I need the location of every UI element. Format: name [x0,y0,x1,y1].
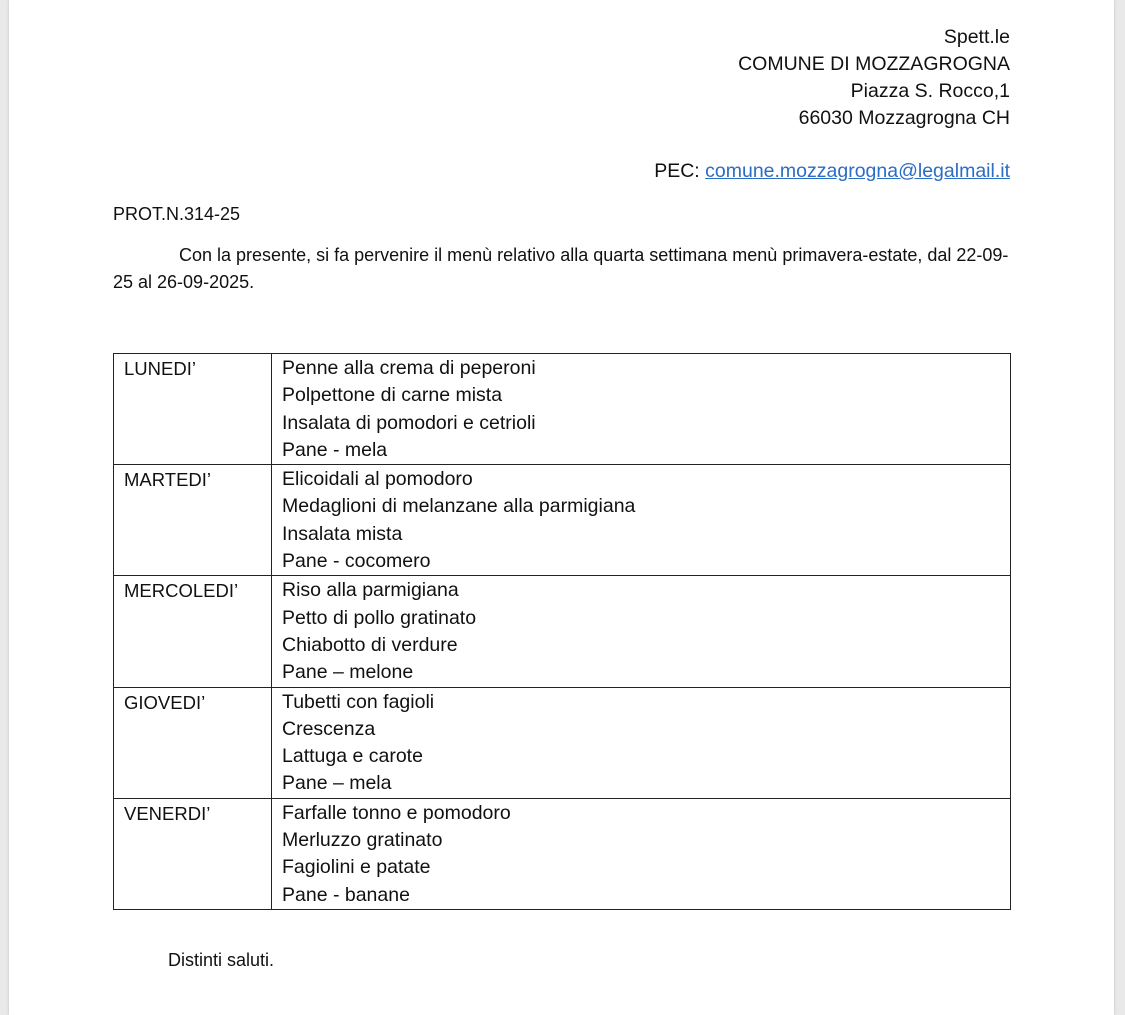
dish-item: Riso alla parmigiana [282,579,459,602]
dish-item: Tubetti con fagioli [282,690,435,713]
dish-item: Fagiolini e patate [282,856,431,879]
menu-table [113,353,1011,910]
dish-item: Pane – melone [282,661,414,684]
closing-salutation: Distinti saluti. [168,950,275,970]
recipient-salutation: Spett.le [943,26,1010,48]
dish-item: Petto di pollo gratinato [282,606,477,629]
table-row [114,798,1011,909]
dishes-cell [272,798,1011,909]
recipient-name: COMUNE DI MOZZAGROGNA [738,53,1010,75]
day-cell: LUNEDI’ [114,354,272,465]
intro-paragraph: Con la presente, si fa pervenire il menù relativo alla quarta settimana menù primavera-estate, dal 22-09-25 al 26-09-2025. [113,245,1009,292]
table-row [114,354,1011,465]
dish-item: Farfalle tonno e pomodoro [282,801,511,824]
day-cell: VENERDI’ [114,798,272,909]
dish-item: Pane - cocomero [282,550,431,573]
dish-item: Merluzzo gratinato [282,829,443,852]
table-row [114,465,1011,576]
pec-email-link[interactable]: comune.mozzagrogna@legalmail.it [705,160,1010,182]
day-cell: GIOVEDI’ [114,687,272,798]
document-page [9,0,1114,1015]
dish-item: Polpettone di carne mista [282,384,503,407]
dish-item: Pane - banane [282,883,410,906]
dish-item: Crescenza [282,717,376,740]
dish-item: Medaglioni di melanzane alla parmigiana [282,495,636,518]
recipient-city: 66030 Mozzagrogna CH [798,107,1010,129]
dish-item: Penne alla crema di peperoni [282,357,536,379]
pec-label: PEC: [654,160,706,182]
day-cell: MERCOLEDI’ [114,576,272,687]
dishes-cell [272,576,1011,687]
recipient-street: Piazza S. Rocco,1 [850,80,1010,102]
dish-item: Pane – mela [282,772,392,795]
dish-item: Insalata mista [282,522,403,545]
dish-item: Lattuga e carote [282,745,423,768]
table-row [114,687,1011,798]
dish-item: Insalata di pomodori e cetrioli [282,411,536,434]
dish-item: Chiabotto di verdure [282,633,458,656]
day-cell: MARTEDI’ [114,465,272,576]
dish-item: Elicoidali al pomodoro [282,468,473,491]
dishes-cell [272,354,1011,465]
dish-item: Pane - mela [282,438,388,461]
dishes-cell [272,465,1011,576]
protocol-number: PROT.N.314-25 [113,204,241,224]
table-row [114,576,1011,687]
dishes-cell [272,687,1011,798]
recipient-address [738,24,1010,132]
pec-line [654,158,1010,185]
